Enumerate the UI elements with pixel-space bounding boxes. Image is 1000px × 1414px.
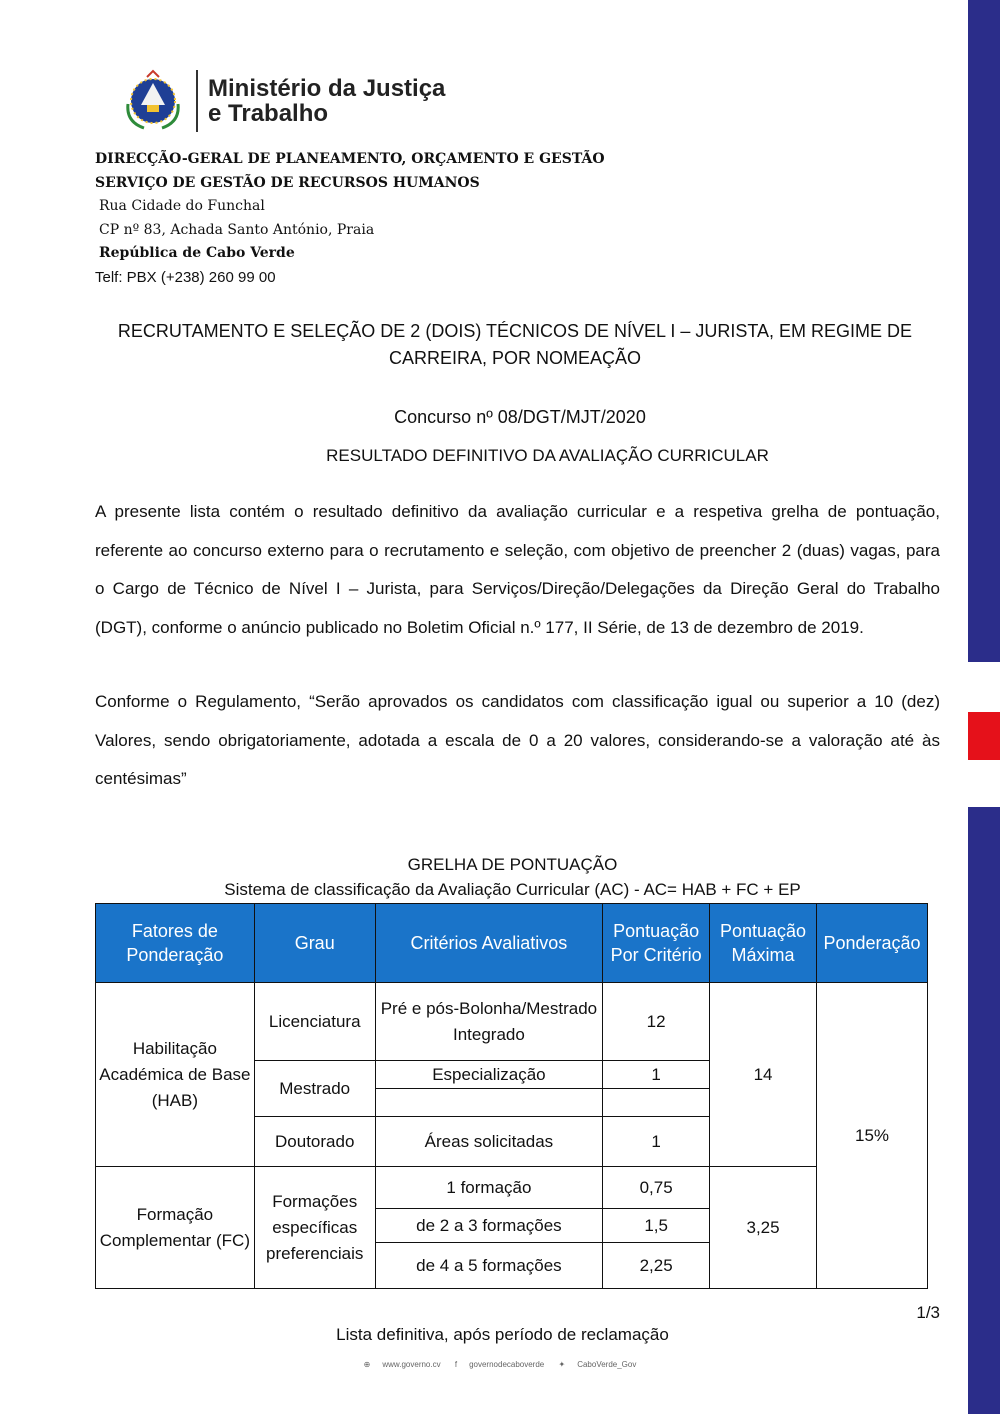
header-ponderacao: Ponderação — [817, 904, 928, 983]
header-grau: Grau — [254, 904, 375, 983]
classification-system: Sistema de classificação da Avaliação Curricular (AC) - AC= HAB + FC + EP — [224, 880, 801, 899]
header-address — [95, 148, 605, 289]
cell-ponderacao: 15% — [817, 983, 928, 1289]
facebook-icon: f — [454, 1360, 458, 1369]
ministry-logo — [120, 68, 445, 134]
cell-empty — [603, 1089, 710, 1117]
address-line-1: Rua Cidade do Funchal — [99, 198, 265, 214]
grid-title: GRELHA DE PONTUAÇÃO — [407, 855, 618, 874]
header-pontuacao-maxima: Pontuação Máxima — [710, 904, 817, 983]
logo-divider — [196, 70, 198, 132]
globe-icon: ⊕ — [363, 1360, 371, 1369]
side-bar-top — [968, 0, 1000, 662]
cell-formacao-1-value: 0,75 — [603, 1167, 710, 1209]
footer-note: Lista definitiva, após período de reclamação — [336, 1325, 669, 1344]
address-line-2: CP nº 83, Achada Santo António, Praia — [99, 221, 375, 238]
phone-line: Telf: PBX (+238) 260 99 00 — [95, 268, 276, 286]
cell-especializacao-value: 1 — [603, 1061, 710, 1089]
twitter-icon: ✦ — [558, 1360, 566, 1369]
cell-pre-pos-bolonha: Pré e pós-Bolonha/Mestrado Integrado — [375, 983, 603, 1061]
cell-hab-max: 14 — [710, 983, 817, 1167]
cell-doutorado: Doutorado — [254, 1117, 375, 1167]
cell-fc-grau: Formações específicas preferenciais — [254, 1167, 375, 1289]
dept-line-2: SERVIÇO DE GESTÃO DE RECURSOS HUMANOS — [95, 174, 480, 191]
cell-formacao-3: de 4 a 5 formações — [375, 1243, 603, 1289]
intro-paragraph: A presente lista contém o resultado definitivo da avaliação curricular e a respetiva grelha de pontuação, referente ao concurso externo para o recrutamento e seleção, com objetivo de preencher 2 (duas) vagas, para o Cargo de Técnico de Nível I – Jurista, para Serviços/Direção/Delegações da Direção Geral do Trabalho (DGT), conforme o anúncio publicado no Boletim Oficial n.º 177, II Série, de 13 de dezembro de 2019. — [95, 502, 940, 637]
cell-empty — [375, 1089, 603, 1117]
cell-hab: Habilitação Académica de Base (HAB) — [96, 983, 255, 1167]
cell-areas-value: 1 — [603, 1117, 710, 1167]
social-links — [0, 1360, 1000, 1369]
header-criterios: Critérios Avaliativos — [375, 904, 603, 983]
cell-especializacao: Especialização — [375, 1061, 603, 1089]
side-bar-red — [968, 712, 1000, 760]
cell-formacao-2-value: 1,5 — [603, 1209, 710, 1243]
cell-formacao-3-value: 2,25 — [603, 1243, 710, 1289]
table-row — [96, 983, 928, 1061]
scoring-table — [95, 903, 928, 1289]
cell-fc: Formação Complementar (FC) — [96, 1167, 255, 1289]
website-link[interactable]: www.governo.cv — [382, 1360, 441, 1369]
cell-fc-max: 3,25 — [710, 1167, 817, 1289]
cell-mestrado: Mestrado — [254, 1061, 375, 1117]
facebook-link[interactable]: governodecaboverde — [469, 1360, 545, 1369]
dept-line-1: DIRECÇÃO-GERAL DE PLANEAMENTO, ORÇAMENTO E GESTÃO — [95, 151, 605, 167]
table-row — [96, 1167, 928, 1209]
header-fatores: Fatores de Ponderação — [96, 904, 255, 983]
table-header-row — [96, 904, 928, 983]
document-title: RECRUTAMENTO E SELEÇÃO DE 2 (DOIS) TÉCNICOS DE NÍVEL I – JURISTA, EM REGIME DE CARREIRA, POR NOMEAÇÃO — [117, 321, 913, 368]
cell-formacao-2: de 2 a 3 formações — [375, 1209, 603, 1243]
regulation-paragraph: Conforme o Regulamento, “Serão aprovados os candidatos com classificação igual ou superior a 10 (dez) Valores, sendo obrigatoriamente, adotada a escala de 0 a 20 valores, considerando-se a valoração até às centésimas” — [95, 692, 940, 788]
ministry-name-line2: e Trabalho — [208, 100, 329, 127]
country-line: República de Cabo Verde — [99, 245, 295, 261]
concurso-number: Concurso nº 08/DGT/MJT/2020 — [394, 407, 646, 427]
coat-of-arms-icon — [120, 68, 186, 134]
cell-licenciatura: Licenciatura — [254, 983, 375, 1061]
page-number: 1/3 — [916, 1303, 940, 1322]
result-heading: RESULTADO DEFINITIVO DA AVALIAÇÃO CURRICULAR — [326, 446, 769, 465]
cell-areas: Áreas solicitadas — [375, 1117, 603, 1167]
header-pontuacao-criterio: Pontuação Por Critério — [603, 904, 710, 983]
cell-formacao-1: 1 formação — [375, 1167, 603, 1209]
twitter-link[interactable]: CaboVerde_Gov — [577, 1360, 637, 1369]
cell-pre-pos-value: 12 — [603, 983, 710, 1061]
ministry-name-line1: Ministério da Justiça — [208, 75, 446, 102]
